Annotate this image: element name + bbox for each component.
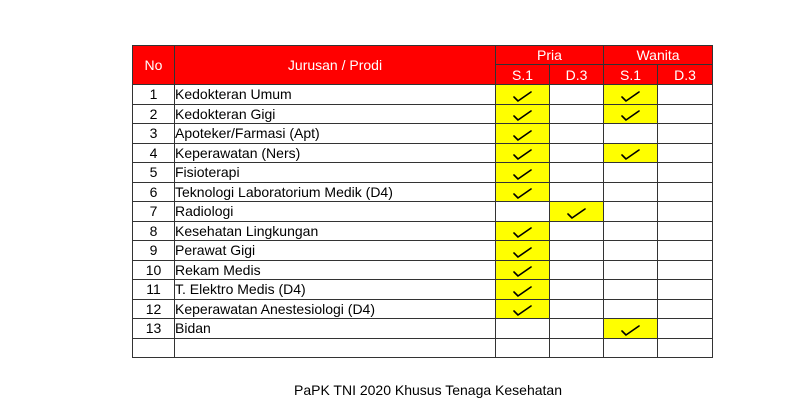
prodi-name: Keperawatan Anestesiologi (D4) xyxy=(175,299,496,319)
row-number: 4 xyxy=(133,143,175,163)
row-number: 13 xyxy=(133,319,175,339)
row-number: 8 xyxy=(133,221,175,241)
mark-cell-pria-d3 xyxy=(550,104,604,124)
header-pria-s1: S.1 xyxy=(496,65,550,85)
row-number: 7 xyxy=(133,202,175,222)
check-icon xyxy=(621,108,640,122)
mark-cell-pria-d3 xyxy=(550,85,604,105)
mark-cell-pria-s1 xyxy=(496,143,550,163)
mark-cell-wanita-d3 xyxy=(658,338,713,358)
row-number: 1 xyxy=(133,85,175,105)
prodi-name: Perawat Gigi xyxy=(175,241,496,261)
mark-cell-pria-d3 xyxy=(550,143,604,163)
check-icon xyxy=(621,323,640,337)
header-no: No xyxy=(133,46,175,85)
mark-cell-wanita-d3 xyxy=(658,182,713,202)
mark-cell-wanita-d3 xyxy=(658,85,713,105)
check-icon xyxy=(621,147,640,161)
mark-cell-pria-d3 xyxy=(550,202,604,222)
check-icon xyxy=(513,167,532,181)
header-pria-d3: D.3 xyxy=(550,65,604,85)
table-body xyxy=(133,85,713,358)
mark-cell-wanita-s1 xyxy=(604,338,658,358)
table-row xyxy=(133,338,713,358)
prodi-name: Teknologi Laboratorium Medik (D4) xyxy=(175,182,496,202)
table-row xyxy=(133,221,713,241)
row-number: 2 xyxy=(133,104,175,124)
mark-cell-pria-s1 xyxy=(496,124,550,144)
table-row xyxy=(133,319,713,339)
mark-cell-wanita-d3 xyxy=(658,299,713,319)
check-icon xyxy=(513,245,532,259)
mark-cell-wanita-d3 xyxy=(658,241,713,261)
table-row xyxy=(133,299,713,319)
mark-cell-pria-d3 xyxy=(550,319,604,339)
check-icon xyxy=(513,108,532,122)
check-icon xyxy=(513,89,532,103)
mark-cell-wanita-d3 xyxy=(658,260,713,280)
row-number: 3 xyxy=(133,124,175,144)
table-row xyxy=(133,182,713,202)
prodi-name: Radiologi xyxy=(175,202,496,222)
table-row xyxy=(133,163,713,183)
mark-cell-pria-d3 xyxy=(550,299,604,319)
row-number: 6 xyxy=(133,182,175,202)
row-number xyxy=(133,338,175,358)
mark-cell-wanita-d3 xyxy=(658,163,713,183)
table-row xyxy=(133,202,713,222)
header-wanita-d3: D.3 xyxy=(658,65,713,85)
row-number: 10 xyxy=(133,260,175,280)
mark-cell-pria-s1 xyxy=(496,338,550,358)
header-prodi: Jurusan / Prodi xyxy=(175,46,496,85)
header-pria: Pria xyxy=(496,46,604,65)
mark-cell-wanita-s1 xyxy=(604,280,658,300)
prodi-name: Kesehatan Lingkungan xyxy=(175,221,496,241)
mark-cell-wanita-s1 xyxy=(604,202,658,222)
mark-cell-wanita-d3 xyxy=(658,124,713,144)
prodi-name: T. Elektro Medis (D4) xyxy=(175,280,496,300)
row-number: 5 xyxy=(133,163,175,183)
mark-cell-pria-s1 xyxy=(496,241,550,261)
table-row xyxy=(133,104,713,124)
row-number: 12 xyxy=(133,299,175,319)
header-wanita: Wanita xyxy=(604,46,713,65)
mark-cell-wanita-s1 xyxy=(604,104,658,124)
mark-cell-pria-s1 xyxy=(496,221,550,241)
mark-cell-pria-d3 xyxy=(550,260,604,280)
mark-cell-wanita-s1 xyxy=(604,319,658,339)
mark-cell-pria-d3 xyxy=(550,241,604,261)
mark-cell-wanita-d3 xyxy=(658,143,713,163)
mark-cell-pria-d3 xyxy=(550,280,604,300)
mark-cell-pria-s1 xyxy=(496,104,550,124)
mark-cell-pria-s1 xyxy=(496,280,550,300)
mark-cell-pria-d3 xyxy=(550,163,604,183)
prodi-name: Bidan xyxy=(175,319,496,339)
prodi-name xyxy=(175,338,496,358)
check-icon xyxy=(513,128,532,142)
mark-cell-wanita-s1 xyxy=(604,163,658,183)
mark-cell-wanita-s1 xyxy=(604,124,658,144)
mark-cell-wanita-s1 xyxy=(604,260,658,280)
check-icon xyxy=(621,89,640,103)
mark-cell-pria-s1 xyxy=(496,85,550,105)
mark-cell-wanita-s1 xyxy=(604,221,658,241)
mark-cell-pria-d3 xyxy=(550,182,604,202)
prodi-name: Keperawatan (Ners) xyxy=(175,143,496,163)
check-icon xyxy=(513,284,532,298)
row-number: 9 xyxy=(133,241,175,261)
mark-cell-wanita-d3 xyxy=(658,319,713,339)
table-row xyxy=(133,241,713,261)
mark-cell-pria-s1 xyxy=(496,163,550,183)
mark-cell-pria-s1 xyxy=(496,260,550,280)
mark-cell-pria-s1 xyxy=(496,182,550,202)
mark-cell-wanita-d3 xyxy=(658,202,713,222)
mark-cell-wanita-s1 xyxy=(604,182,658,202)
prodi-table xyxy=(132,45,713,358)
row-number: 11 xyxy=(133,280,175,300)
caption: PaPK TNI 2020 Khusus Tenaga Kesehatan xyxy=(293,382,562,398)
mark-cell-wanita-d3 xyxy=(658,104,713,124)
check-icon xyxy=(513,303,532,317)
prodi-name: Fisioterapi xyxy=(175,163,496,183)
mark-cell-pria-d3 xyxy=(550,124,604,144)
mark-cell-wanita-s1 xyxy=(604,85,658,105)
check-icon xyxy=(513,225,532,239)
mark-cell-pria-s1 xyxy=(496,299,550,319)
table-row xyxy=(133,280,713,300)
mark-cell-wanita-s1 xyxy=(604,299,658,319)
prodi-name: Kedokteran Gigi xyxy=(175,104,496,124)
mark-cell-wanita-d3 xyxy=(658,280,713,300)
table-row xyxy=(133,85,713,105)
table-row xyxy=(133,260,713,280)
check-icon xyxy=(513,147,532,161)
check-icon xyxy=(567,206,586,220)
check-icon xyxy=(513,264,532,278)
mark-cell-wanita-d3 xyxy=(658,221,713,241)
mark-cell-pria-s1 xyxy=(496,319,550,339)
mark-cell-wanita-s1 xyxy=(604,143,658,163)
mark-cell-pria-d3 xyxy=(550,338,604,358)
header-wanita-s1: S.1 xyxy=(604,65,658,85)
check-icon xyxy=(513,186,532,200)
mark-cell-pria-d3 xyxy=(550,221,604,241)
prodi-name: Rekam Medis xyxy=(175,260,496,280)
table-row xyxy=(133,124,713,144)
mark-cell-pria-s1 xyxy=(496,202,550,222)
prodi-name: Apoteker/Farmasi (Apt) xyxy=(175,124,496,144)
prodi-name: Kedokteran Umum xyxy=(175,85,496,105)
table-row xyxy=(133,143,713,163)
mark-cell-wanita-s1 xyxy=(604,241,658,261)
